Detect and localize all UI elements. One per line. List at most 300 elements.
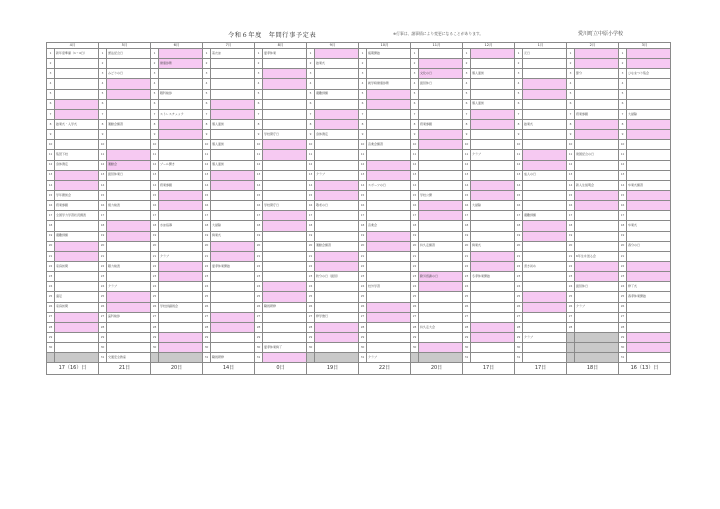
- month-header: 12月: [463, 43, 515, 49]
- event-cell: [523, 282, 567, 292]
- date-cell: 20: [255, 241, 263, 251]
- event-cell: [159, 69, 203, 79]
- date-cell: 12: [619, 160, 627, 170]
- event-cell: 運動会: [107, 160, 151, 170]
- event-cell: [419, 332, 463, 342]
- event-cell: ひなまつり集会: [627, 69, 671, 79]
- event-cell: [627, 272, 671, 282]
- date-cell: 21: [463, 251, 471, 261]
- date-cell: 27: [463, 312, 471, 322]
- event-cell: 振替休日: [575, 282, 619, 292]
- event-cell: [315, 160, 359, 170]
- date-cell: 29: [203, 332, 211, 342]
- date-cell: 16: [619, 201, 627, 211]
- date-cell: 27: [99, 312, 107, 322]
- event-cell: [367, 241, 411, 251]
- date-cell: 5: [619, 89, 627, 99]
- event-cell: 音楽会: [367, 221, 411, 231]
- date-cell: 14: [255, 180, 263, 190]
- date-cell: 31: [359, 353, 367, 363]
- date-cell: 1: [203, 49, 211, 59]
- event-cell: 学校公開: [419, 190, 463, 200]
- event-cell: 学校閉庁日: [263, 130, 307, 140]
- event-cell: [107, 79, 151, 89]
- date-cell: 4: [567, 79, 575, 89]
- event-cell: [159, 312, 203, 322]
- date-cell: 30: [99, 343, 107, 353]
- event-cell: 個人面談: [471, 69, 515, 79]
- date-cell: 19: [515, 231, 523, 241]
- event-cell: [523, 221, 567, 231]
- event-cell: [575, 79, 619, 89]
- event-cell: 持久走練習: [419, 241, 463, 251]
- day-row: [47, 302, 671, 312]
- date-cell: 15: [463, 190, 471, 200]
- date-cell: 3: [307, 69, 315, 79]
- date-cell: 6: [307, 99, 315, 109]
- date-cell: 9: [47, 130, 55, 140]
- date-cell: 29: [255, 332, 263, 342]
- date-cell: 5: [99, 89, 107, 99]
- event-cell: [471, 251, 515, 261]
- event-cell: 身体測定: [315, 130, 359, 140]
- event-cell: 就学時健康診断: [367, 79, 411, 89]
- event-cell: 卒業式: [627, 221, 671, 231]
- event-cell: [159, 211, 203, 221]
- date-cell: 23: [411, 272, 419, 282]
- date-cell: 19: [411, 231, 419, 241]
- date-cell: 13: [151, 170, 159, 180]
- date-cell: 7: [47, 109, 55, 119]
- event-cell: [107, 190, 151, 200]
- event-cell: [523, 322, 567, 332]
- event-cell: [211, 109, 255, 119]
- event-cell: [367, 272, 411, 282]
- event-cell: [419, 312, 463, 322]
- event-cell: [471, 261, 515, 271]
- event-cell: [315, 282, 359, 292]
- event-cell: [523, 231, 567, 241]
- date-cell: 9: [515, 130, 523, 140]
- date-cell: 5: [515, 89, 523, 99]
- date-cell: 18: [151, 221, 159, 231]
- date-cell: 7: [515, 109, 523, 119]
- event-cell: 音楽会練習: [367, 140, 411, 150]
- event-cell: [107, 109, 151, 119]
- date-cell: 2: [463, 59, 471, 69]
- event-cell: [263, 312, 307, 322]
- date-cell: 18: [463, 221, 471, 231]
- event-cell: [575, 272, 619, 282]
- date-cell: 9: [203, 130, 211, 140]
- event-cell: 運動会練習: [107, 119, 151, 129]
- date-cell: 4: [307, 79, 315, 89]
- date-cell: 26: [151, 302, 159, 312]
- event-cell: [523, 69, 567, 79]
- event-cell: [627, 89, 671, 99]
- event-cell: [211, 190, 255, 200]
- event-cell: [263, 322, 307, 332]
- event-cell: [575, 231, 619, 241]
- date-cell: 17: [307, 211, 315, 221]
- date-cell: 27: [515, 312, 523, 322]
- event-cell: [107, 211, 151, 221]
- event-cell: [523, 180, 567, 190]
- event-cell: [159, 49, 203, 59]
- date-cell: 8: [203, 119, 211, 129]
- event-cell: [263, 150, 307, 160]
- event-cell: [107, 292, 151, 302]
- event-cell: [367, 99, 411, 109]
- date-cell: 27: [619, 312, 627, 322]
- event-cell: 始業式: [523, 119, 567, 129]
- event-cell: [627, 190, 671, 200]
- date-cell: 26: [619, 302, 627, 312]
- event-cell: 新年度準備（1〜4日）: [55, 49, 99, 59]
- event-cell: [575, 119, 619, 129]
- date-cell: 8: [307, 119, 315, 129]
- date-cell: 4: [411, 79, 419, 89]
- event-cell: 健康診断: [159, 59, 203, 69]
- date-cell: 6: [515, 99, 523, 109]
- event-cell: 卒業式練習: [627, 180, 671, 190]
- event-cell: [419, 49, 463, 59]
- date-cell: 24: [463, 282, 471, 292]
- date-cell: 3: [151, 69, 159, 79]
- date-cell: 11: [47, 150, 55, 160]
- date-cell: 31: [255, 353, 263, 363]
- event-cell: [159, 343, 203, 353]
- event-cell: [471, 109, 515, 119]
- event-cell: [575, 49, 619, 59]
- month-header: 9月: [307, 43, 359, 49]
- school-days-row: [47, 363, 671, 375]
- event-cell: 授業参観: [55, 201, 99, 211]
- date-cell: 12: [203, 160, 211, 170]
- date-cell: 7: [203, 109, 211, 119]
- event-cell: [575, 140, 619, 150]
- event-cell: [471, 322, 515, 332]
- date-cell: 25: [411, 292, 419, 302]
- event-cell: 避難訓練: [315, 89, 359, 99]
- page-header: [0, 30, 720, 42]
- event-cell: [263, 332, 307, 342]
- event-cell: [159, 140, 203, 150]
- day-row: [47, 211, 671, 221]
- event-cell: [55, 109, 99, 119]
- page-title: 令和６年度 年間行事予定表: [228, 32, 317, 39]
- date-cell: 29: [359, 332, 367, 342]
- date-cell: 28: [567, 322, 575, 332]
- date-cell: 26: [255, 302, 263, 312]
- event-cell: [471, 49, 515, 59]
- date-cell: 20: [307, 241, 315, 251]
- event-cell: 冬季休業開始: [471, 272, 515, 282]
- date-cell: 22: [411, 261, 419, 271]
- event-cell: [419, 251, 463, 261]
- event-cell: [263, 231, 307, 241]
- event-cell: [367, 201, 411, 211]
- date-cell: 8: [255, 119, 263, 129]
- date-cell: 11: [463, 150, 471, 160]
- event-cell: [263, 79, 307, 89]
- date-cell: [151, 353, 159, 363]
- date-cell: 22: [99, 261, 107, 271]
- event-cell: 振替休日: [419, 79, 463, 89]
- event-cell: 春季休業開始: [627, 292, 671, 302]
- date-cell: 7: [411, 109, 419, 119]
- event-cell: [419, 99, 463, 109]
- event-cell: [471, 282, 515, 292]
- event-cell: [471, 343, 515, 353]
- date-cell: 12: [255, 160, 263, 170]
- event-cell: [107, 59, 151, 69]
- date-cell: 4: [203, 79, 211, 89]
- event-cell: [419, 261, 463, 271]
- month-header: 11月: [411, 43, 463, 49]
- date-cell: 7: [567, 109, 575, 119]
- date-cell: 2: [567, 59, 575, 69]
- event-cell: 夏季休業: [263, 49, 307, 59]
- date-cell: 18: [47, 221, 55, 231]
- event-cell: [367, 130, 411, 140]
- date-cell: 7: [619, 109, 627, 119]
- event-cell: [211, 89, 255, 99]
- event-cell: [575, 322, 619, 332]
- date-cell: 4: [463, 79, 471, 89]
- event-cell: [159, 190, 203, 200]
- event-cell: [107, 150, 151, 160]
- day-row: [47, 109, 671, 119]
- date-cell: 10: [151, 140, 159, 150]
- event-cell: [419, 59, 463, 69]
- event-cell: [627, 49, 671, 59]
- event-cell: [315, 292, 359, 302]
- event-cell: [159, 119, 203, 129]
- date-cell: 30: [255, 343, 263, 353]
- school-days-total: 20日: [151, 363, 203, 375]
- date-cell: 26: [307, 302, 315, 312]
- day-row: [47, 190, 671, 200]
- date-cell: 8: [359, 119, 367, 129]
- event-cell: [627, 261, 671, 271]
- date-cell: 25: [151, 292, 159, 302]
- date-cell: 3: [99, 69, 107, 79]
- event-cell: [627, 211, 671, 221]
- date-cell: 23: [47, 272, 55, 282]
- event-cell: [419, 292, 463, 302]
- date-cell: 21: [567, 251, 575, 261]
- event-cell: 眼科検診: [159, 89, 203, 99]
- date-cell: 24: [411, 282, 419, 292]
- date-cell: 18: [567, 221, 575, 231]
- date-cell: 1: [151, 49, 159, 59]
- event-cell: [523, 59, 567, 69]
- date-cell: 18: [515, 221, 523, 231]
- event-cell: 大掃除: [211, 221, 255, 231]
- date-cell: 10: [359, 140, 367, 150]
- event-cell: [471, 190, 515, 200]
- date-cell: 23: [307, 272, 315, 282]
- date-cell: 7: [99, 109, 107, 119]
- date-cell: 17: [255, 211, 263, 221]
- event-cell: [367, 322, 411, 332]
- date-cell: 23: [203, 272, 211, 282]
- date-cell: 29: [151, 332, 159, 342]
- date-cell: 30: [359, 343, 367, 353]
- date-cell: 3: [515, 69, 523, 79]
- date-cell: 22: [619, 261, 627, 271]
- event-cell: 全国学力学習状況調査: [55, 211, 99, 221]
- date-cell: 19: [567, 231, 575, 241]
- date-cell: 10: [463, 140, 471, 150]
- date-cell: 23: [619, 272, 627, 282]
- day-row: [47, 241, 671, 251]
- date-cell: 26: [47, 302, 55, 312]
- event-cell: [575, 221, 619, 231]
- event-cell: [627, 201, 671, 211]
- event-cell: 運動会練習: [315, 241, 359, 251]
- date-cell: 14: [151, 180, 159, 190]
- school-days-total: 14日: [203, 363, 255, 375]
- date-cell: 31: [515, 353, 523, 363]
- event-cell: [367, 69, 411, 79]
- date-cell: 24: [619, 282, 627, 292]
- event-cell: 持久走大会: [419, 322, 463, 332]
- event-cell: [471, 221, 515, 231]
- date-cell: 6: [359, 99, 367, 109]
- event-cell: [159, 201, 203, 211]
- date-cell: 28: [151, 322, 159, 332]
- date-cell: 28: [359, 322, 367, 332]
- event-cell: [315, 332, 359, 342]
- event-cell: スポーツの日: [367, 180, 411, 190]
- event-cell: [471, 170, 515, 180]
- date-cell: 25: [359, 292, 367, 302]
- event-cell: [315, 322, 359, 332]
- date-cell: 7: [151, 109, 159, 119]
- event-cell: [315, 69, 359, 79]
- date-cell: 28: [203, 322, 211, 332]
- event-cell: [471, 79, 515, 89]
- date-cell: 17: [151, 211, 159, 221]
- event-cell: [419, 231, 463, 241]
- date-cell: 15: [99, 190, 107, 200]
- event-cell: [211, 322, 255, 332]
- date-cell: 22: [567, 261, 575, 271]
- event-cell: 授業参観: [419, 119, 463, 129]
- event-cell: [575, 332, 619, 342]
- date-cell: 31: [463, 353, 471, 363]
- event-cell: [471, 353, 515, 363]
- event-cell: [575, 190, 619, 200]
- date-cell: 10: [99, 140, 107, 150]
- day-row: [47, 251, 671, 261]
- date-cell: 6: [99, 99, 107, 109]
- date-cell: 21: [151, 251, 159, 261]
- event-cell: [263, 241, 307, 251]
- date-cell: 19: [255, 231, 263, 241]
- date-cell: 17: [359, 211, 367, 221]
- school-days-total: 17（16）日: [47, 363, 99, 375]
- event-cell: [263, 180, 307, 190]
- date-cell: 11: [99, 150, 107, 160]
- event-cell: [107, 221, 151, 231]
- date-cell: 30: [619, 343, 627, 353]
- event-cell: 元日: [523, 49, 567, 59]
- date-cell: 11: [255, 150, 263, 160]
- event-cell: 歯科検診: [107, 312, 151, 322]
- event-cell: [263, 109, 307, 119]
- event-cell: [367, 150, 411, 160]
- event-cell: [367, 261, 411, 271]
- event-cell: 家庭訪問: [55, 302, 99, 312]
- date-cell: [307, 353, 315, 363]
- event-cell: [211, 343, 255, 353]
- date-cell: 15: [47, 190, 55, 200]
- date-cell: 4: [619, 79, 627, 89]
- date-cell: 14: [463, 180, 471, 190]
- date-cell: 21: [515, 251, 523, 261]
- date-cell: 1: [307, 49, 315, 59]
- event-cell: [367, 332, 411, 342]
- date-cell: 27: [411, 312, 419, 322]
- event-cell: [315, 231, 359, 241]
- date-cell: 7: [307, 109, 315, 119]
- date-cell: 9: [151, 130, 159, 140]
- date-cell: 2: [619, 59, 627, 69]
- event-cell: [419, 221, 463, 231]
- date-cell: 27: [567, 312, 575, 322]
- event-cell: [627, 312, 671, 322]
- date-cell: 29: [411, 332, 419, 342]
- date-cell: 5: [47, 89, 55, 99]
- event-cell: [263, 89, 307, 99]
- date-cell: 22: [203, 261, 211, 271]
- school-days-total: 22日: [359, 363, 411, 375]
- event-cell: [471, 231, 515, 241]
- date-cell: 6: [463, 99, 471, 109]
- date-cell: 3: [619, 69, 627, 79]
- event-cell: [263, 190, 307, 200]
- event-cell: [263, 160, 307, 170]
- date-cell: 11: [619, 150, 627, 160]
- date-cell: 21: [255, 251, 263, 261]
- day-row: [47, 160, 671, 170]
- date-cell: 1: [411, 49, 419, 59]
- month-header: 6月: [151, 43, 203, 49]
- event-cell: [211, 292, 255, 302]
- date-cell: 2: [307, 59, 315, 69]
- event-cell: みどりの日: [107, 69, 151, 79]
- date-cell: 2: [515, 59, 523, 69]
- event-cell: [159, 322, 203, 332]
- event-cell: [575, 170, 619, 180]
- event-cell: [211, 302, 255, 312]
- date-cell: 17: [463, 211, 471, 221]
- event-cell: [55, 332, 99, 342]
- month-header: 10月: [359, 43, 411, 49]
- date-cell: 12: [515, 160, 523, 170]
- event-cell: [107, 241, 151, 251]
- date-cell: 1: [255, 49, 263, 59]
- event-cell: [367, 109, 411, 119]
- date-cell: 1: [567, 49, 575, 59]
- date-cell: 6: [619, 99, 627, 109]
- date-cell: 5: [307, 89, 315, 99]
- date-cell: 30: [151, 343, 159, 353]
- date-cell: 14: [99, 180, 107, 190]
